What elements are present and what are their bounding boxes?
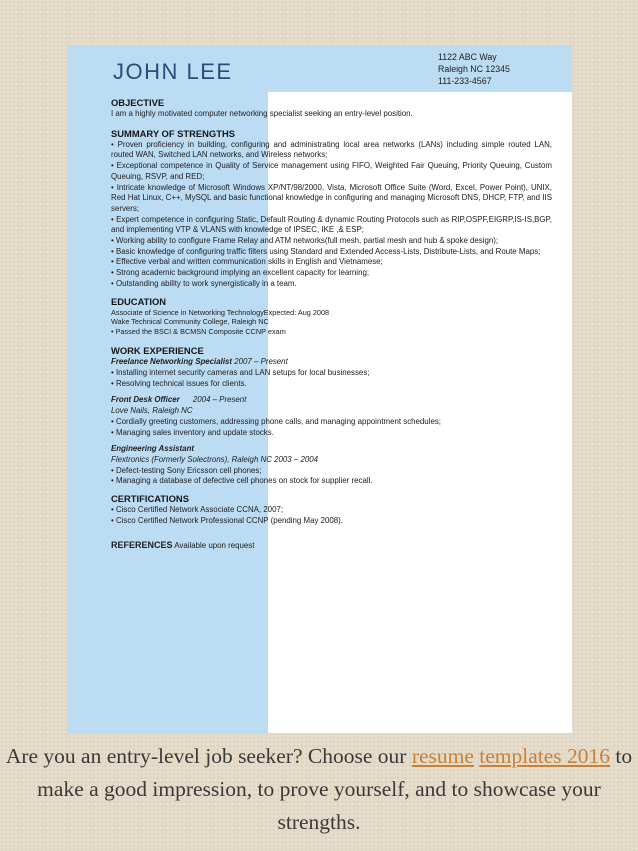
- job-entry: [111, 357, 552, 389]
- job-org: Flextronics (Formerly Solectrons), Raleigh NC 2003 – 2004: [111, 454, 318, 464]
- references-line: [111, 540, 552, 552]
- strength-item: • Intricate knowledge of Microsoft Windows XP/NT/98/2000, Vista, Microsoft Office Suite (Word, Excel, Power Point), UNIX, Red Hat Linux, C++, MySQL and basic functional knowledge in configuring and managing Microsoft DNS, DHCP, FTP, and IIS servers;: [111, 182, 552, 213]
- education-school: Wake Technical Community College, Raleigh NC: [111, 317, 269, 327]
- objective-heading: OBJECTIVE: [111, 97, 165, 108]
- job-title: Engineering Assistant: [111, 444, 195, 454]
- caption-text-end: to make a good impression, to prove yourself, and to showcase your strengths.: [37, 744, 633, 834]
- resume-address: [438, 51, 510, 87]
- job-bullet: • Managing sales inventory and update stocks.: [111, 427, 274, 437]
- job-bullet: • Managing a database of defective cell phones on stock for supplier recall.: [111, 476, 373, 486]
- certification-item: • Cisco Certified Network Associate CCNA, 2007;: [111, 505, 284, 515]
- certification-item: • Cisco Certified Network Professional CCNP (pending May 2008).: [111, 515, 343, 525]
- address-street: 1122 ABC Way: [438, 52, 497, 62]
- job-bullet: • Installing internet security cameras and LAN setups for local businesses;: [111, 368, 370, 378]
- strengths-list: [111, 140, 552, 290]
- certifications-list: [111, 505, 552, 526]
- job-title-line: [111, 395, 552, 406]
- address-city: Raleigh NC 12345: [438, 64, 510, 74]
- resume-link[interactable]: resume: [411, 744, 474, 768]
- education-block: [111, 308, 552, 337]
- education-exam: • Passed the BSCI & BCMSN Composite CCNP exam: [111, 326, 286, 336]
- job-entry: [111, 444, 552, 487]
- job-bullet: • Resolving technical issues for clients.: [111, 378, 247, 388]
- job-bullet: • Defect-testing Sony Ericsson cell phones;: [111, 465, 262, 475]
- job-entry: [111, 395, 552, 438]
- job-bullets: [111, 368, 552, 389]
- job-dates: 2004 – Present: [179, 395, 247, 405]
- templates-2016-link[interactable]: templates 2016: [479, 744, 611, 768]
- education-degree: Associate of Science in Networking TechnologyExpected: Aug 2008: [111, 307, 330, 317]
- job-title-line: [111, 444, 552, 455]
- job-bullets: [111, 466, 552, 487]
- references-text: Available upon request: [174, 541, 255, 551]
- strength-item: • Basic knowledge of configuring traffic filters using Standard and Extended Access-Lists, Distribute-Lists, and Route Maps;: [111, 246, 541, 256]
- work-heading: WORK EXPERIENCE: [111, 345, 204, 357]
- job-title: Front Desk Officer: [111, 395, 180, 405]
- job-org: Love Nails, Raleigh NC: [111, 406, 193, 416]
- strength-item: • Proven proficiency in building, configuring and administrating local area networks (LANs) including simple routed LAN, routed WAN, Switched LAN networks, and Wireless networks;: [111, 139, 552, 160]
- objective-text: I am a highly motivated computer networking specialist seeking an entry-level position.: [111, 109, 413, 118]
- certifications-heading: CERTIFICATIONS: [111, 493, 189, 505]
- strength-item: • Expert competence in configuring Static, Default Routing & dynamic Routing Protocols such as RIP,OSPF,EIGRP,IS-IS,BGP, and implementing VTP & VLANS with knowledge of IPSEC, IKE ,& ESP;: [111, 214, 552, 235]
- strengths-heading: SUMMARY OF STRENGTHS: [111, 127, 235, 139]
- strength-item: • Exceptional competence in Quality of Service management using FIFO, Weighted Fair Queuing, Priority Queuing, Custom Queuing, RSVP, and RED;: [111, 161, 552, 181]
- job-bullets: [111, 417, 552, 438]
- caption-text: Are you an entry-level job seeker? Choose our: [5, 744, 412, 768]
- strength-item: • Working ability to configure Frame Relay and ATM networks(full mesh, partial mesh and hub & spoke design);: [111, 236, 499, 246]
- promo-caption: [0, 740, 638, 839]
- references-heading: REFERENCES: [111, 540, 173, 551]
- strength-item: • Effective verbal and written communication skills in English and Vietnamese;: [111, 257, 383, 267]
- job-bullet: • Cordially greeting customers, addressing phone calls, and managing appointment schedules;: [111, 416, 441, 426]
- education-heading: EDUCATION: [111, 295, 167, 307]
- job-title: Freelance Networking Specialist: [111, 357, 233, 367]
- resume-name: JOHN LEE: [113, 59, 233, 84]
- strength-item: • Strong academic background implying an excellent capacity for learning;: [111, 268, 370, 278]
- job-title-line: [111, 357, 552, 368]
- resume-page: [67, 45, 572, 733]
- job-dates: 2007 – Present: [232, 357, 288, 367]
- address-phone: 111-233-4567: [438, 76, 492, 86]
- resume-content: [111, 97, 552, 552]
- strength-item: • Outstanding ability to work synergistically in a team.: [111, 278, 297, 288]
